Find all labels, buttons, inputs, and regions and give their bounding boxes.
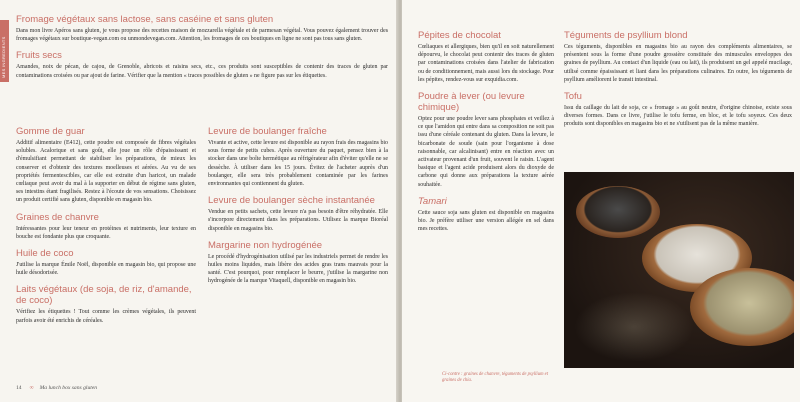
heading-chanvre: Graines de chanvre (16, 211, 99, 223)
section-tab-label: MES INGREDIENTS (1, 36, 6, 78)
scattered-seeds (574, 292, 694, 362)
text-chocolat: Cœliaques et allergiques, bien qu'il en soit naturellement dépourvu, le chocolat peut contenir des traces de gluten par contaminations croisées dans l'atelier de fabrication ou de conditionnement, mais aussi lors du stockage. Pour les pépites, rendez-vous sur exquidia.com. (418, 44, 554, 83)
text-psyllium: Ces téguments, disponibles en magasins bio au rayon des compléments alimentaires, se présentent sous la forme d'une poudre grossière constituée des minuscules enveloppes des graines de psyllium. Au contact d'un liquide (eau ou lait), ils produisent un gel appelé mucilage, utilisé comme épaississant et liant dans les préparations culinaires. En outre, les téguments de psyllium améliorent le transit intestinal. (564, 44, 792, 83)
page-number: 14 (16, 385, 22, 391)
heading-coco: Huile de coco (16, 248, 74, 260)
photo-caption: Ci-contre : graines de chanvre, téguments de psyllium et graines de chia. (442, 372, 549, 383)
left-page (0, 0, 398, 402)
text-poudre: Optez pour une poudre lever sans phosphates et veillez à ce que l'amidon qui entre dans sa composition ne soit pas issu d'une céréale contenant du gluten. Dans la levure, le bicarbonate de soude (sain pour l'organisme à dose raisonnable, car alcalinisant) entre en réaction avec un activateur provenant d'un fruit, souvent le raisin. L'agent basique et l'agent acide produisent alors du dioxyde de carbone qui donne aux préparations la texture aérée souhaitée. (418, 116, 554, 188)
heading-tamari: Tamari (418, 195, 447, 207)
left-column (16, 126, 196, 332)
heading-poudre: Poudre à lever (ou levure chimique) (418, 91, 525, 114)
section-tab (0, 20, 9, 82)
heading-fromages: Fromage végétaux sans lactose, sans caséine et sans gluten (16, 14, 274, 25)
seed-bowls-photo (564, 172, 794, 368)
heading-levure-fraiche: Levure de boulanger fraîche (208, 126, 327, 137)
heading-chocolat: Pépites de chocolat (418, 30, 501, 41)
text-fromages: Dans mon livre Apéros sans gluten, je vous propose des recettes maison de mozzarella végétale et de parmesan végétal. Vous pouvez également trouver des fromages végétaux sur boutique-vegan.com ou unmondevegan.com. Attention, les fromages de ces boutiques en ligne ne sont pas tous sans gluten. (16, 28, 388, 43)
right-left-column (418, 30, 554, 240)
heading-levure-seche: Levure de boulanger sèche instantanée (208, 195, 375, 207)
page-footer (16, 385, 97, 391)
bowl-chia (576, 186, 660, 238)
text-chanvre: Intéressantes pour leur teneur en protéines et nutriments, leur texture en bouche est fondante plus que croquante. (16, 225, 196, 240)
heading-tofu: Tofu (564, 91, 582, 103)
text-fruits-secs: Amandes, noix de pécan, de cajou, de Grenoble, abricots et raisins secs, etc., ces produits sont susceptibles de contenir des traces de gluten par contaminations croisées ou par ajout de farine. Vérifier que la mention « traces possibles de gluten » ne figure pas sur les étiquettes. (16, 64, 388, 79)
right-page (402, 0, 800, 402)
text-margarine: Le procédé d'hydrogénisation utilisé par les industriels permet de rendre les huiles moins liquides, mais libère des acides gras trans mauvais pour la santé. C'est pourquoi, pour remplacer le beurre, j'utilise la margarine non hydrogénée de la marque Vitaquell, disponible en magasin bio. (208, 253, 388, 285)
text-coco: J'utilise la marque Émile Noël, disponible en magasin bio, qui propose une huile désodorisée. (16, 262, 196, 277)
text-guar: Additif alimentaire (E412), cette poudre est composée de fibres végétales solubles. Acalorique et sans goût, elle joue un rôle d'épaississant et d'émulsifiant permettant de stabiliser les préparations, de mieux les conserver et d'obtenir des textures moelleuses et aérées. Au vu de ses propriétés fermentescibles, car elle est extraite d'un haricot, un malade cœliaque peut avoir du mal à la supporter en début de régime sans gluten, ses intestins étant fragilisés. Restez à l'écoute de vos sensations. Choisissez un produit certifié sans gluten, disponible en magasin bio. (16, 140, 196, 204)
heading-fruits-secs: Fruits secs (16, 50, 62, 62)
text-levure-seche: Vendue en petits sachets, cette levure n'a pas besoin d'être réhydratée. Elle s'incorpore directement dans les préparations. Utilisez la marque Bioréal disponible en magasins bio. (208, 209, 388, 232)
book-title: Ma lunch box sans gluten (39, 385, 98, 391)
bowl-chanvre (690, 268, 794, 346)
intro-block (16, 14, 388, 87)
footer-separator: ∞ (29, 385, 34, 391)
heading-guar: Gomme de guar (16, 126, 85, 137)
text-levure-fraiche: Vivante et active, cette levure est disponible au rayon frais des magasins bio sous forme de petits cubes. Après ouverture du paquet, pensez bien à la stocker dans une boîte hermétique au réfrigérateur afin d'éviter qu'elle ne se dessèche. À utiliser dans les 15 jours. Évitez de l'acheter auprès d'un boulanger, elle sera très probablement contaminée par les farines environnantes qui contiennent du gluten. (208, 140, 388, 188)
right-right-column (564, 30, 792, 136)
heading-margarine: Margarine non hydrogénée (208, 239, 323, 251)
text-tamari: Cette sauce soja sans gluten est disponible en magasins bio. Je préfère utiliser une version allégée en sel dans mes recettes. (418, 209, 554, 233)
text-laits: Vérifiez les étiquettes ! Tout comme les crèmes végétales, ils peuvent parfois avoir été enrichis de céréales. (16, 309, 196, 324)
text-tofu: Issu du caillage du lait de soja, ce « fromage » au goût neutre, d'origine chinoise, existe sous diverses formes. Dans ce livre, j'utilise le tofu ferme, en bloc, et le tofu soyeux. Ces deux produits sont disponibles en magasins bio et ne s'utilisent pas de la même manière. (564, 105, 792, 128)
heading-psyllium: Téguments de psyllium blond (564, 30, 688, 41)
heading-laits: Laits végétaux (de soja, de riz, d'amande, de coco) (16, 284, 192, 307)
right-column (208, 126, 388, 293)
